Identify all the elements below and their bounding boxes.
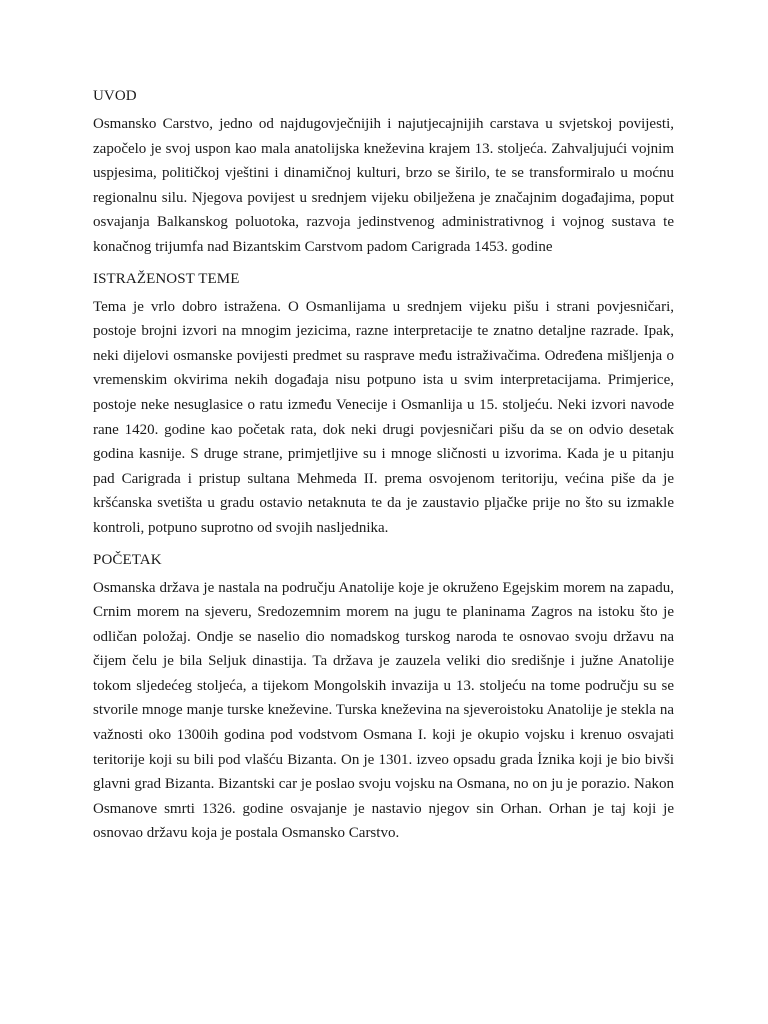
document-page bbox=[93, 86, 674, 855]
section-istrazenost-teme bbox=[93, 269, 674, 541]
section-heading: POČETAK bbox=[93, 551, 162, 568]
section-paragraph: Osmansko Carstvo, jedno od najdugovječnijih i najutjecajnijih carstava u svjetskoj povijesti, započelo je svoj uspon kao mala anatolijska kneževina krajem 13. stoljeća. Zahvaljujući vojnim uspjesima, političkoj vještini i dinamičnoj kulturi, brzo se širilo, te se transformiralo u moćnu regionalnu silu. Njegova povijest u srednjem vijeku obilježena je značajnim događajima, poput osvajanja Balkanskog poluotoka, razvoja jedinstvenog administrativnog i vojnog sustava te konačnog trijumfa nad Bizantskim Carstvom padom Carigrada 1453. godine bbox=[93, 116, 674, 255]
section-uvod bbox=[93, 86, 674, 260]
section-paragraph: Osmanska država je nastala na području Anatolije koje je okruženo Egejskim morem na zapadu, Crnim morem na sjeveru, Sredozemnim morem na jugu te planinama Zagros na istoku što je odličan položaj. Ondje se naselio dio nomadskog turskog naroda te osnovao svoju državu na čijem čelu je bila Seljuk dinastija. Ta država je zauzela veliki dio središnje i južne Anatolije tokom sljedećeg stoljeća, a tijekom Mongolskih invazija u 13. stoljeću na tome području su se stvorile mnoge manje turske kneževine. Turska kneževina na sjeveroistoku Anatolije je stekla na važnosti oko 1300ih godina pod vodstvom Osmana I. koji je okupio vojsku i krenuo osvajati teritorije koji su bili pod vlašću Bizanta. On je 1301. izveo opsadu grada İznika koji je bio bivši glavni grad Bizanta. Bizantski car je poslao svoju vojsku na Osmana, no on ju je porazio. Nakon Osmanove smrti 1326. godine osvajanje je nastavio njegov sin Orhan. Orhan je taj koji je osnovao državu koja je postala Osmansko Carstvo. bbox=[93, 579, 674, 842]
section-paragraph: Tema je vrlo dobro istražena. O Osmanlijama u srednjem vijeku pišu i strani povjesničari, postoje brojni izvori na mnogim jezicima, razne interpretacije te znatno detaljne razrade. Ipak, neki dijelovi osmanske povijesti predmet su rasprave među istraživačima. Određena mišljenja o vremenskim okvirima nekih događaja nisu potpuno ista u svim interpretacijama. Primjerice, postoje neke nesuglasice o ratu između Venecije i Osmanlija u 15. stoljeću. Neki izvori navode rane 1420. godine kao početak rata, dok neki drugi povjesničari pišu da se on odvio desetak godina kasnije. S druge strane, primjetljive su i mnoge sličnosti u izvorima. Kada je u pitanju pad Carigrada i pristup sultana Mehmeda II. prema osvojenom teritoriju, većina piše da je kršćanska svetišta u gradu ostavio netaknuta te da je zaustavio pljačke prije no što su izmakle kontroli, potpuno suprotno od svojih nasljednika. bbox=[93, 298, 674, 536]
section-heading: ISTRAŽENOST TEME bbox=[93, 270, 240, 287]
section-pocetak bbox=[93, 550, 674, 847]
section-heading: UVOD bbox=[93, 88, 137, 104]
